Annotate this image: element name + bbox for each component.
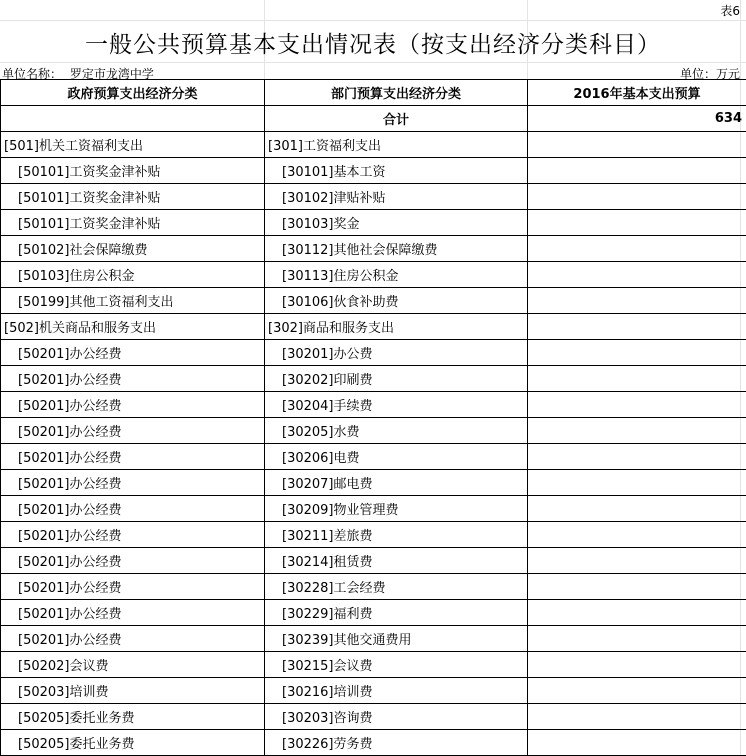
dept-class-cell: [301]工资福利支出 bbox=[265, 132, 528, 158]
dept-class-cell: [30106]伙食补助费 bbox=[265, 288, 528, 314]
table-row bbox=[1, 132, 746, 158]
gov-class-cell: [502]机关商品和服务支出 bbox=[1, 314, 265, 340]
dept-class-cell: [30112]其他社会保障缴费 bbox=[265, 236, 528, 262]
table-row bbox=[1, 158, 746, 184]
budget-amount-cell bbox=[528, 548, 746, 574]
unit-name-value: 罗定市龙湾中学 bbox=[69, 67, 154, 81]
page-title: 一般公共预算基本支出情况表（按支出经济分类科目） bbox=[85, 32, 661, 58]
budget-amount-cell bbox=[528, 600, 746, 626]
gov-class-cell: [50201]办公经费 bbox=[1, 418, 265, 444]
table-row bbox=[1, 496, 746, 522]
budget-amount-cell bbox=[528, 340, 746, 366]
dept-class-cell: [30207]邮电费 bbox=[265, 470, 528, 496]
header-budget-2016: 2016年基本支出预算 bbox=[528, 80, 746, 106]
table-row bbox=[1, 366, 746, 392]
table-row bbox=[1, 392, 746, 418]
dept-class-cell: [30102]津贴补贴 bbox=[265, 184, 528, 210]
budget-amount-cell bbox=[528, 314, 746, 340]
dept-class-cell: [30229]福利费 bbox=[265, 600, 528, 626]
table-row bbox=[1, 678, 746, 704]
dept-class-cell: [30216]培训费 bbox=[265, 678, 528, 704]
table-row bbox=[1, 236, 746, 262]
table-row bbox=[1, 340, 746, 366]
gov-class-cell: [50103]住房公积金 bbox=[1, 262, 265, 288]
total-label: 合计 bbox=[265, 106, 528, 132]
gov-class-cell: [50205]委托业务费 bbox=[1, 704, 265, 730]
gov-class-cell: [50201]办公经费 bbox=[1, 626, 265, 652]
table-row bbox=[1, 704, 746, 730]
gov-class-cell: [50201]办公经费 bbox=[1, 444, 265, 470]
table-row bbox=[1, 600, 746, 626]
gov-class-cell: [50201]办公经费 bbox=[1, 366, 265, 392]
budget-amount-cell bbox=[528, 366, 746, 392]
gov-class-cell: [50201]办公经费 bbox=[1, 600, 265, 626]
table-row bbox=[1, 288, 746, 314]
table-row bbox=[1, 574, 746, 600]
header-gov-class: 政府预算支出经济分类 bbox=[1, 80, 265, 106]
table-row bbox=[1, 652, 746, 678]
total-empty-cell bbox=[1, 106, 265, 132]
budget-amount-cell bbox=[528, 522, 746, 548]
budget-table bbox=[0, 79, 746, 756]
budget-amount-cell bbox=[528, 730, 746, 756]
table-row bbox=[1, 470, 746, 496]
table-row bbox=[1, 548, 746, 574]
table-row bbox=[1, 444, 746, 470]
budget-amount-cell bbox=[528, 444, 746, 470]
budget-amount-cell bbox=[528, 288, 746, 314]
budget-amount-cell bbox=[528, 626, 746, 652]
table-row bbox=[1, 210, 746, 236]
gov-class-cell: [50201]办公经费 bbox=[1, 340, 265, 366]
dept-class-cell: [30201]办公费 bbox=[265, 340, 528, 366]
table-row bbox=[1, 730, 746, 756]
budget-amount-cell bbox=[528, 496, 746, 522]
budget-amount-cell bbox=[528, 704, 746, 730]
gov-class-cell: [50101]工资奖金津补贴 bbox=[1, 158, 265, 184]
gov-class-cell: [50201]办公经费 bbox=[1, 392, 265, 418]
budget-amount-cell bbox=[528, 236, 746, 262]
dept-class-cell: [30202]印刷费 bbox=[265, 366, 528, 392]
dept-class-cell: [30239]其他交通费用 bbox=[265, 626, 528, 652]
gov-class-cell: [50201]办公经费 bbox=[1, 522, 265, 548]
dept-class-cell: [30226]劳务费 bbox=[265, 730, 528, 756]
table-row bbox=[1, 314, 746, 340]
total-row bbox=[1, 106, 746, 132]
table-row bbox=[1, 626, 746, 652]
budget-amount-cell bbox=[528, 574, 746, 600]
gov-class-cell: [50199]其他工资福利支出 bbox=[1, 288, 265, 314]
gov-class-cell: [50203]培训费 bbox=[1, 678, 265, 704]
budget-amount-cell bbox=[528, 678, 746, 704]
gov-class-cell: [50201]办公经费 bbox=[1, 574, 265, 600]
gov-class-cell: [50201]办公经费 bbox=[1, 496, 265, 522]
dept-class-cell: [30204]手续费 bbox=[265, 392, 528, 418]
table-row bbox=[1, 522, 746, 548]
gov-class-cell: [50101]工资奖金津补贴 bbox=[1, 210, 265, 236]
gov-class-cell: [50201]办公经费 bbox=[1, 548, 265, 574]
dept-class-cell: [30203]咨询费 bbox=[265, 704, 528, 730]
dept-class-cell: [30209]物业管理费 bbox=[265, 496, 528, 522]
gov-class-cell: [501]机关工资福利支出 bbox=[1, 132, 265, 158]
unit-label: 单位：万元 bbox=[679, 67, 740, 81]
gov-class-cell: [50101]工资奖金津补贴 bbox=[1, 184, 265, 210]
table-row bbox=[1, 262, 746, 288]
header-dept-class: 部门预算支出经济分类 bbox=[265, 80, 528, 106]
table-header-row bbox=[1, 80, 746, 106]
total-value: 634 bbox=[528, 106, 746, 132]
dept-class-cell: [30215]会议费 bbox=[265, 652, 528, 678]
gov-class-cell: [50102]社会保障缴费 bbox=[1, 236, 265, 262]
dept-class-cell: [30206]电费 bbox=[265, 444, 528, 470]
gov-class-cell: [50202]会议费 bbox=[1, 652, 265, 678]
dept-class-cell: [30214]租赁费 bbox=[265, 548, 528, 574]
unit-name-label: 单位名称： bbox=[2, 67, 63, 81]
table-row bbox=[1, 184, 746, 210]
dept-class-cell: [30103]奖金 bbox=[265, 210, 528, 236]
budget-amount-cell bbox=[528, 392, 746, 418]
dept-class-cell: [30211]差旅费 bbox=[265, 522, 528, 548]
budget-amount-cell bbox=[528, 262, 746, 288]
budget-amount-cell bbox=[528, 184, 746, 210]
dept-class-cell: [30113]住房公积金 bbox=[265, 262, 528, 288]
gov-class-cell: [50201]办公经费 bbox=[1, 470, 265, 496]
budget-amount-cell bbox=[528, 132, 746, 158]
budget-amount-cell bbox=[528, 158, 746, 184]
table-row bbox=[1, 418, 746, 444]
dept-class-cell: [30228]工会经费 bbox=[265, 574, 528, 600]
dept-class-cell: [30101]基本工资 bbox=[265, 158, 528, 184]
dept-class-cell: [30205]水费 bbox=[265, 418, 528, 444]
budget-amount-cell bbox=[528, 418, 746, 444]
budget-amount-cell bbox=[528, 470, 746, 496]
budget-amount-cell bbox=[528, 652, 746, 678]
budget-amount-cell bbox=[528, 210, 746, 236]
dept-class-cell: [302]商品和服务支出 bbox=[265, 314, 528, 340]
table-number: 表6 bbox=[720, 4, 740, 18]
gov-class-cell: [50205]委托业务费 bbox=[1, 730, 265, 756]
